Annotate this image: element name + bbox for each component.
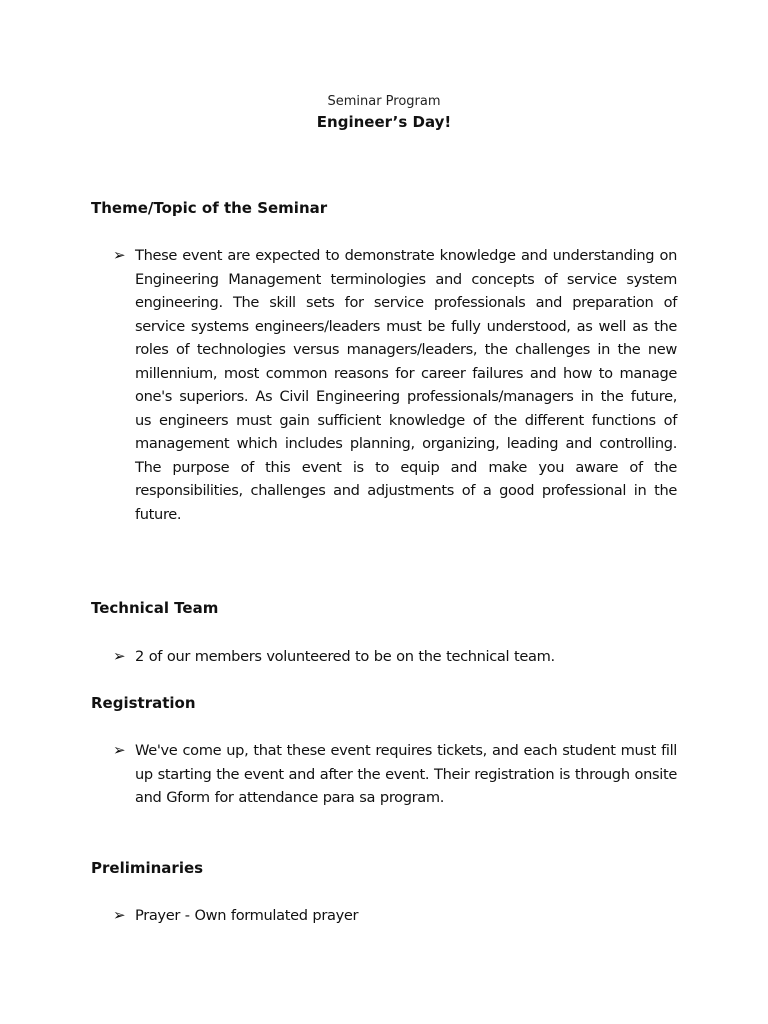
- document-subtitle: Seminar Program: [327, 94, 441, 109]
- arrow-bullet-icon: ➢: [113, 906, 126, 924]
- document-header: [0, 93, 768, 132]
- bullet-item-preliminaries: [113, 904, 677, 928]
- bullet-item-registration: [113, 739, 677, 810]
- bullet-item-theme: [113, 244, 677, 526]
- section-heading-theme: Theme/Topic of the Seminar: [91, 199, 328, 217]
- section-heading-registration: Registration: [91, 694, 196, 712]
- arrow-bullet-icon: ➢: [113, 741, 126, 759]
- arrow-bullet-icon: ➢: [113, 647, 126, 665]
- bullet-text-registration: We've come up, that these event requires tickets, and each student must fill up starting the event and after the event. Their registration is through onsite and Gform for attendance para sa program.: [135, 742, 677, 806]
- document-title: Engineer’s Day!: [316, 113, 452, 131]
- section-heading-preliminaries: Preliminaries: [91, 859, 204, 877]
- section-heading-technical-team: Technical Team: [91, 599, 219, 617]
- bullet-item-technical-team: [113, 645, 677, 669]
- bullet-text-preliminaries: Prayer - Own formulated prayer: [135, 907, 359, 924]
- bullet-text-theme: These event are expected to demonstrate knowledge and understanding on Engineering Management terminologies and concepts of service system engineering. The skill sets for service professionals and preparation of service systems engineers/leaders must be fully understood, as well as the roles of technologies versus managers/leaders, the challenges in the new millennium, most common reasons for career failures and how to manage one's superiors. As Civil Engineering professionals/managers in the future, us engineers must gain sufficient knowledge of the different functions of management which includes planning, organizing, leading and controlling. The purpose of this event is to equip and make you aware of the responsibilities, challenges and adjustments of a good professional in the future.: [135, 247, 677, 523]
- bullet-text-technical-team: 2 of our members volunteered to be on the technical team.: [135, 648, 555, 665]
- arrow-bullet-icon: ➢: [113, 246, 126, 264]
